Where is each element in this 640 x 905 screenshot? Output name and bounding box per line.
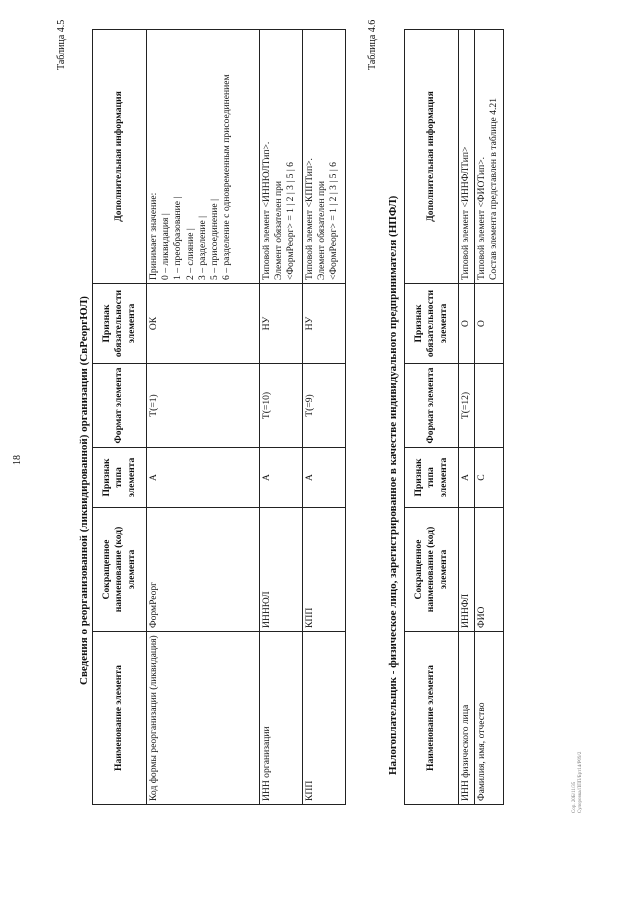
- header-type: Признак типа элемента: [93, 448, 147, 508]
- header-code: Сокращенное наименование (код) элемента: [93, 508, 147, 632]
- cell-info: [459, 30, 475, 284]
- info-line: 1 – преобразование |: [172, 196, 184, 280]
- cell-code: ФИО: [475, 508, 504, 632]
- cell-code: ФормРеорг: [147, 508, 260, 632]
- table-4-5-number: Таблица 4.5: [56, 19, 67, 70]
- table-row: [260, 30, 303, 805]
- cell-type: А: [303, 448, 346, 508]
- header-required: Признак обязательности элемента: [93, 284, 147, 364]
- info-line: 5 – присоединение |: [209, 198, 221, 280]
- info-line: 6 – разделение с одновременным присоединением: [221, 74, 233, 280]
- cell-required: О: [459, 284, 475, 364]
- info-line: <ФормРеорг> = 1 | 2 | 3 | 5 | 6: [328, 162, 340, 280]
- cell-info: [303, 30, 346, 284]
- table-header-row: [405, 30, 459, 805]
- stamp-line: Сор. 20Б/11/35: [572, 781, 577, 813]
- header-format: Формат элемента: [405, 364, 459, 448]
- cell-code: ИННЮЛ: [260, 508, 303, 632]
- cell-code: ИННФЛ: [459, 508, 475, 632]
- info-line: 2 – слияние |: [184, 228, 196, 280]
- cell-required: О: [475, 284, 504, 364]
- cell-format: T(=9): [303, 364, 346, 448]
- cell-name: ИНН физического лица: [459, 632, 475, 805]
- info-line: Типовой элемент <ИННФЛТип>: [460, 146, 471, 280]
- info-line: Типовой элемент <ФИОТип>.: [476, 156, 487, 280]
- cell-info: [475, 30, 504, 284]
- info-line: Состав элемента представлен в таблице 4.21: [488, 97, 500, 280]
- header-code: Сокращенное наименование (код) элемента: [405, 508, 459, 632]
- info-line: Элемент обязателен при: [273, 180, 285, 280]
- table-4-6: [404, 29, 504, 805]
- table-row: [459, 30, 475, 805]
- cell-name: ИНН организации: [260, 632, 303, 805]
- header-name: Наименование элемента: [93, 632, 147, 805]
- info-line: 3 – разделение |: [196, 215, 208, 280]
- page-number: 18: [12, 455, 23, 465]
- table-4-6-title: Налогоплательщик - физическое лицо, зарегистрированное в качестве индивидуального предпринимателя (НПФЛ): [387, 195, 399, 775]
- cell-name: Фамилия, имя, отчество: [475, 632, 504, 805]
- header-required: Признак обязательности элемента: [405, 284, 459, 364]
- table-4-5: [92, 29, 346, 805]
- stamp-line: Сулоровка/ЛПП/Брт14/Р09/2: [578, 751, 583, 813]
- cell-type: С: [475, 448, 504, 508]
- header-info: Дополнительная информация: [93, 30, 147, 284]
- cell-format: [475, 364, 504, 448]
- header-info: Дополнительная информация: [405, 30, 459, 284]
- info-line: Типовой элемент <КППТип>.: [304, 158, 315, 280]
- info-line: 0 – ликвидация |: [160, 213, 172, 280]
- cell-format: T(=10): [260, 364, 303, 448]
- header-type: Признак типа элемента: [405, 448, 459, 508]
- header-format: Формат элемента: [93, 364, 147, 448]
- table-row: [303, 30, 346, 805]
- table-4-5-title: Сведения о реорганизованной (ликвидированной) организации (СвРеоргЮЛ): [78, 296, 90, 685]
- document-stamp: [572, 753, 584, 813]
- cell-name: КПП: [303, 632, 346, 805]
- cell-info: [147, 30, 260, 284]
- cell-format: T(=12): [459, 364, 475, 448]
- table-row: [147, 30, 260, 805]
- table-4-6-number: Таблица 4.6: [367, 19, 378, 70]
- cell-format: T(=1): [147, 364, 260, 448]
- table-row: [475, 30, 504, 805]
- cell-type: А: [147, 448, 260, 508]
- info-line: Принимает значение:: [148, 192, 159, 280]
- cell-type: А: [260, 448, 303, 508]
- table-header-row: [93, 30, 147, 805]
- cell-required: НУ: [303, 284, 346, 364]
- info-line: Элемент обязателен при: [316, 180, 328, 280]
- info-line: <ФормРеорг> = 1 | 2 | 3 | 5 | 6: [285, 162, 297, 280]
- cell-type: А: [459, 448, 475, 508]
- cell-info: [260, 30, 303, 284]
- header-name: Наименование элемента: [405, 632, 459, 805]
- cell-required: ОК: [147, 284, 260, 364]
- info-line: Типовой элемент <ИННЮЛТип>.: [261, 141, 272, 280]
- cell-name: Код формы реорганизации (ликвидация): [147, 632, 260, 805]
- cell-required: НУ: [260, 284, 303, 364]
- cell-code: КПП: [303, 508, 346, 632]
